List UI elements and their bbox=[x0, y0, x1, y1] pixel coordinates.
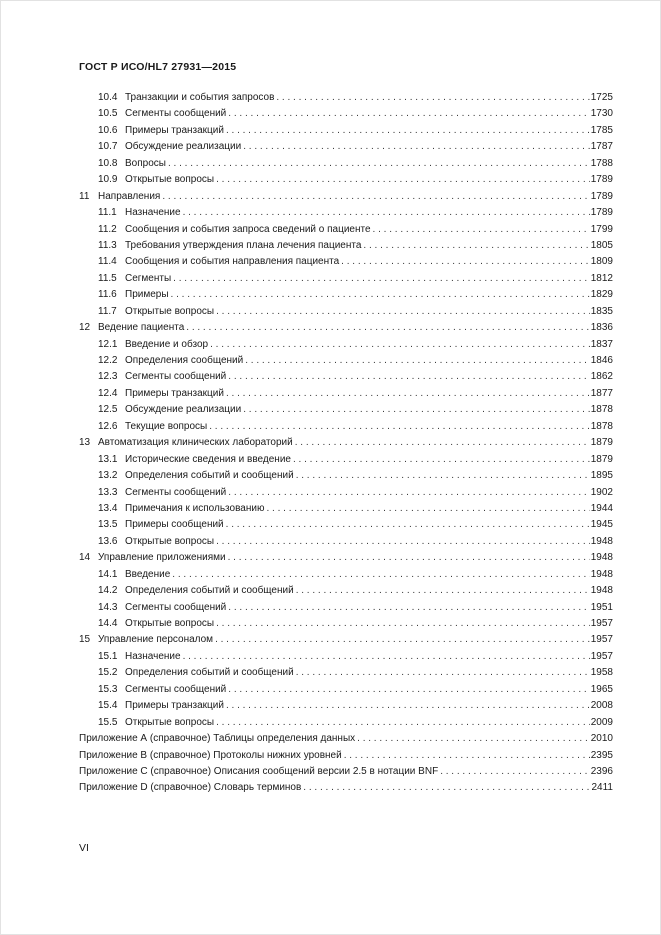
toc-leader-dots bbox=[303, 780, 590, 796]
toc-leader-dots bbox=[373, 222, 590, 238]
toc-leader-dots bbox=[216, 715, 590, 731]
toc-entry-text bbox=[98, 567, 172, 583]
toc-entry-title: Ведение пациента bbox=[98, 322, 185, 334]
toc-entry-text bbox=[98, 468, 296, 484]
toc-leader-dots bbox=[293, 452, 590, 468]
toc-leader-dots bbox=[363, 238, 589, 254]
toc-entry-title: Определения событий и сообщений bbox=[125, 585, 294, 597]
toc-entry-text bbox=[98, 715, 216, 731]
toc-entry-text bbox=[98, 649, 183, 665]
toc-entry-text bbox=[79, 189, 162, 205]
toc-leader-dots bbox=[296, 468, 590, 484]
toc-entry-title: Сегменты сообщений bbox=[125, 371, 227, 383]
toc-entry-number: 14 bbox=[79, 552, 91, 564]
toc-entry[interactable] bbox=[79, 304, 613, 320]
toc-entry-text bbox=[98, 172, 216, 188]
toc-entry-number: 13.1 bbox=[98, 453, 118, 465]
toc-entry-page: 2010 bbox=[590, 733, 613, 745]
toc-entry[interactable] bbox=[79, 435, 613, 451]
toc-entry-number: 11.5 bbox=[98, 272, 117, 284]
toc-entry-title: Требования утверждения плана лечения пациента bbox=[125, 239, 362, 251]
toc-entry-number: 14.1 bbox=[98, 568, 118, 580]
document-header: ГОСТ Р ИСО/HL7 27931—2015 bbox=[79, 61, 237, 73]
toc-entry[interactable] bbox=[79, 780, 613, 796]
toc-entry[interactable] bbox=[79, 649, 613, 665]
toc-entry-page: 1812 bbox=[590, 272, 613, 284]
toc-entry-title: Сегменты bbox=[125, 272, 172, 284]
toc-entry-number: 11.7 bbox=[98, 305, 117, 317]
toc-entry[interactable] bbox=[79, 715, 613, 731]
toc-entry-number: 15.1 bbox=[98, 650, 118, 662]
toc-entry-page: 1846 bbox=[590, 355, 613, 366]
toc-entry[interactable] bbox=[79, 600, 613, 616]
toc-entry-page: 1948 bbox=[590, 585, 613, 597]
toc-entry-number: 11.3 bbox=[98, 239, 117, 251]
toc-leader-dots bbox=[228, 485, 589, 501]
toc-entry[interactable] bbox=[79, 90, 613, 106]
toc-leader-dots bbox=[245, 353, 590, 369]
toc-leader-dots bbox=[341, 254, 590, 270]
toc-entry-page: 1787 bbox=[590, 141, 613, 153]
table-of-contents bbox=[79, 90, 613, 797]
toc-entry-page: 1799 bbox=[590, 223, 613, 235]
toc-entry-number: 15.2 bbox=[98, 667, 118, 679]
toc-entry-page: 2009 bbox=[590, 716, 613, 728]
toc-entry-title: Исторические сведения и введение bbox=[125, 453, 291, 465]
toc-entry-text bbox=[98, 353, 245, 369]
toc-entry-title: Примеры транзакций bbox=[125, 124, 224, 136]
toc-entry-number: 11 bbox=[79, 190, 90, 202]
toc-entry-number: 10.7 bbox=[98, 141, 118, 153]
page-number: VI bbox=[79, 842, 89, 854]
toc-entry-page: 1836 bbox=[590, 322, 613, 334]
toc-entry-title: Приложение D (справочное) Словарь терминов bbox=[79, 782, 302, 794]
toc-entry-title: Назначение bbox=[125, 650, 181, 662]
toc-entry-number: 14.4 bbox=[98, 618, 118, 629]
toc-entry-number: 10.6 bbox=[98, 124, 118, 136]
toc-entry-page: 1862 bbox=[590, 371, 613, 383]
toc-entry-number: 12.2 bbox=[98, 355, 118, 366]
toc-entry-number: 12.1 bbox=[98, 338, 118, 350]
toc-entry-title: Назначение bbox=[125, 207, 181, 219]
toc-entry-page: 1878 bbox=[590, 420, 613, 432]
toc-entry-page: 1948 bbox=[590, 568, 613, 580]
toc-entry-page: 1948 bbox=[590, 535, 613, 547]
toc-entry-text bbox=[98, 534, 216, 550]
toc-entry-title: Введение и обзор bbox=[125, 338, 209, 350]
toc-entry-page: 1965 bbox=[590, 683, 613, 695]
toc-entry-title: Примечания к использованию bbox=[125, 502, 265, 514]
toc-leader-dots bbox=[226, 698, 590, 714]
toc-entry-title: Примеры сообщений bbox=[125, 519, 224, 531]
toc-entry-page: 1957 bbox=[590, 618, 613, 629]
toc-entry-title: Обсуждение реализации bbox=[125, 141, 242, 153]
toc-entry-title: Примеры транзакций bbox=[125, 700, 224, 712]
toc-entry-title: Сообщения и события направления пациента bbox=[125, 256, 340, 268]
toc-entry-number: 12.5 bbox=[98, 404, 118, 416]
toc-entry-number: 12 bbox=[79, 322, 91, 334]
toc-entry-text bbox=[98, 501, 266, 517]
toc-entry[interactable] bbox=[79, 468, 613, 484]
toc-entry-title: Определения событий и сообщений bbox=[125, 667, 294, 679]
toc-entry[interactable] bbox=[79, 731, 613, 747]
toc-entry-page: 2396 bbox=[590, 765, 613, 777]
toc-entry-title: Сегменты сообщений bbox=[125, 601, 227, 613]
toc-entry-page: 2395 bbox=[590, 749, 613, 761]
toc-entry-page: 1902 bbox=[590, 486, 613, 498]
toc-entry-page: 1805 bbox=[590, 239, 613, 251]
toc-entry-title: Управление приложениями bbox=[98, 552, 226, 564]
toc-entry-title: Примеры транзакций bbox=[125, 387, 224, 399]
toc-entry[interactable] bbox=[79, 485, 613, 501]
toc-entry[interactable] bbox=[79, 616, 613, 632]
toc-entry-title: Определения сообщений bbox=[125, 355, 244, 366]
toc-entry-number: 10.4 bbox=[98, 92, 118, 103]
toc-entry-page: 1957 bbox=[590, 650, 613, 662]
toc-entry[interactable] bbox=[79, 254, 613, 270]
toc-leader-dots bbox=[216, 172, 590, 188]
toc-entry-text bbox=[98, 419, 209, 435]
toc-entry-page: 1837 bbox=[590, 338, 613, 350]
toc-entry[interactable] bbox=[79, 172, 613, 188]
toc-entry-text bbox=[98, 254, 341, 270]
toc-entry[interactable] bbox=[79, 287, 613, 303]
toc-entry-text bbox=[98, 106, 228, 122]
toc-entry-page: 1809 bbox=[590, 256, 613, 268]
toc-entry-title: Направления bbox=[98, 190, 161, 202]
toc-entry-number: 13.5 bbox=[98, 519, 118, 531]
toc-leader-dots bbox=[216, 534, 590, 550]
toc-entry-number: 15.4 bbox=[98, 700, 118, 712]
toc-entry-page: 1945 bbox=[590, 519, 613, 531]
toc-entry-text bbox=[98, 600, 228, 616]
toc-entry-text bbox=[98, 616, 216, 632]
toc-entry-text bbox=[98, 156, 168, 172]
toc-leader-dots bbox=[183, 205, 590, 221]
toc-entry-number: 14.2 bbox=[98, 585, 118, 597]
toc-entry[interactable] bbox=[79, 238, 613, 254]
toc-entry-page: 1789 bbox=[590, 190, 613, 202]
toc-entry-number: 10.8 bbox=[98, 157, 118, 169]
toc-leader-dots bbox=[210, 337, 590, 353]
toc-entry[interactable] bbox=[79, 550, 613, 566]
toc-leader-dots bbox=[357, 731, 590, 747]
toc-leader-dots bbox=[216, 616, 590, 632]
toc-entry-title: Транзакции и события запросов bbox=[125, 92, 275, 103]
toc-leader-dots bbox=[228, 369, 589, 385]
toc-entry-number: 11.6 bbox=[98, 289, 117, 301]
toc-entry-text bbox=[98, 485, 228, 501]
toc-entry-title: Открытые вопросы bbox=[125, 174, 215, 186]
toc-entry-page: 1877 bbox=[590, 387, 613, 399]
toc-entry-number: 12.3 bbox=[98, 371, 118, 383]
toc-entry-text bbox=[79, 550, 228, 566]
toc-entry[interactable] bbox=[79, 534, 613, 550]
toc-entry-number: 15 bbox=[79, 634, 91, 646]
toc-entry-text bbox=[98, 517, 226, 533]
toc-entry[interactable] bbox=[79, 123, 613, 139]
toc-entry-text bbox=[79, 731, 357, 747]
toc-entry-title: Введение bbox=[125, 568, 171, 580]
toc-entry[interactable] bbox=[79, 106, 613, 122]
toc-entry-number: 10.9 bbox=[98, 174, 118, 186]
toc-entry-text bbox=[98, 271, 173, 287]
toc-entry[interactable] bbox=[79, 222, 613, 238]
toc-entry-text bbox=[98, 386, 226, 402]
toc-entry-number: 13.4 bbox=[98, 502, 118, 514]
toc-leader-dots bbox=[228, 550, 590, 566]
toc-entry[interactable] bbox=[79, 369, 613, 385]
toc-entry-title: Обсуждение реализации bbox=[125, 404, 242, 416]
toc-entry-number: 15.5 bbox=[98, 716, 118, 728]
toc-entry[interactable] bbox=[79, 583, 613, 599]
toc-entry-number: 13.6 bbox=[98, 535, 118, 547]
toc-leader-dots bbox=[295, 435, 590, 451]
toc-entry[interactable] bbox=[79, 271, 613, 287]
toc-entry[interactable] bbox=[79, 156, 613, 172]
toc-entry-page: 1879 bbox=[590, 437, 613, 449]
toc-entry-page: 1944 bbox=[590, 502, 613, 514]
toc-entry-title: Сегменты сообщений bbox=[125, 108, 227, 120]
toc-entry[interactable] bbox=[79, 139, 613, 155]
toc-entry-title: Открытые вопросы bbox=[125, 305, 215, 317]
toc-entry-number: 11.2 bbox=[98, 223, 117, 235]
toc-entry-page: 1789 bbox=[590, 174, 613, 186]
toc-entry-page: 1948 bbox=[590, 552, 613, 564]
toc-entry-number: 14.3 bbox=[98, 601, 118, 613]
toc-entry-page: 1957 bbox=[590, 634, 613, 646]
toc-entry-title: Открытые вопросы bbox=[125, 618, 215, 629]
toc-leader-dots bbox=[296, 665, 590, 681]
toc-entry[interactable] bbox=[79, 205, 613, 221]
toc-entry-page: 1785 bbox=[590, 124, 613, 136]
toc-entry-text bbox=[98, 304, 216, 320]
toc-leader-dots bbox=[266, 501, 589, 517]
toc-entry[interactable] bbox=[79, 764, 613, 780]
toc-entry-text bbox=[98, 90, 276, 106]
toc-entry-title: Автоматизация клинических лабораторий bbox=[98, 437, 293, 449]
toc-entry-text bbox=[79, 435, 295, 451]
toc-leader-dots bbox=[296, 583, 590, 599]
toc-leader-dots bbox=[168, 156, 590, 172]
toc-entry[interactable] bbox=[79, 748, 613, 764]
toc-entry-title: Приложение С (справочное) Описания сообщений версии 2.5 в нотации BNF bbox=[79, 765, 439, 777]
toc-leader-dots bbox=[226, 517, 590, 533]
toc-entry-text bbox=[98, 402, 243, 418]
toc-entry-text bbox=[98, 682, 228, 698]
toc-entry[interactable] bbox=[79, 665, 613, 681]
toc-entry[interactable] bbox=[79, 337, 613, 353]
toc-entry-page: 2008 bbox=[590, 700, 613, 712]
toc-entry-title: Сегменты сообщений bbox=[125, 486, 227, 498]
toc-leader-dots bbox=[276, 90, 589, 106]
toc-leader-dots bbox=[344, 748, 590, 764]
toc-entry[interactable] bbox=[79, 632, 613, 648]
toc-entry[interactable] bbox=[79, 501, 613, 517]
toc-entry-page: 1878 bbox=[590, 404, 613, 416]
toc-entry-title: Приложение А (справочное) Таблицы определения данных bbox=[79, 733, 356, 745]
toc-entry-title: Сообщения и события запроса сведений о пациенте bbox=[125, 223, 371, 235]
toc-entry-title: Приложение В (справочное) Протоколы нижних уровней bbox=[79, 749, 342, 761]
toc-entry-title: Определения событий и сообщений bbox=[125, 470, 294, 482]
toc-leader-dots bbox=[243, 139, 590, 155]
toc-leader-dots bbox=[226, 386, 590, 402]
toc-entry-text bbox=[98, 139, 243, 155]
toc-entry-text bbox=[79, 320, 186, 336]
toc-entry[interactable] bbox=[79, 419, 613, 435]
toc-entry-text bbox=[98, 369, 228, 385]
toc-leader-dots bbox=[186, 320, 589, 336]
toc-entry-title: Примеры bbox=[125, 289, 169, 301]
toc-entry-page: 1788 bbox=[590, 157, 613, 169]
toc-entry[interactable] bbox=[79, 320, 613, 336]
toc-leader-dots bbox=[172, 567, 589, 583]
toc-entry-page: 1725 bbox=[590, 92, 613, 103]
toc-entry[interactable] bbox=[79, 517, 613, 533]
toc-entry-text bbox=[98, 287, 171, 303]
toc-entry-text bbox=[98, 698, 226, 714]
toc-entry-number: 12.6 bbox=[98, 420, 118, 432]
toc-entry-text bbox=[79, 764, 440, 780]
toc-entry-page: 1958 bbox=[590, 667, 613, 679]
toc-entry[interactable] bbox=[79, 698, 613, 714]
toc-leader-dots bbox=[162, 189, 589, 205]
toc-entry[interactable] bbox=[79, 682, 613, 698]
toc-entry[interactable] bbox=[79, 567, 613, 583]
toc-entry[interactable] bbox=[79, 386, 613, 402]
toc-leader-dots bbox=[171, 287, 590, 303]
toc-entry-text bbox=[98, 222, 373, 238]
toc-entry-text bbox=[98, 337, 210, 353]
toc-entry[interactable] bbox=[79, 353, 613, 369]
toc-entry-number: 11.4 bbox=[98, 256, 117, 268]
toc-leader-dots bbox=[226, 123, 590, 139]
toc-entry[interactable] bbox=[79, 402, 613, 418]
toc-entry-page: 1730 bbox=[590, 108, 613, 120]
toc-entry-page: 1951 bbox=[590, 601, 613, 613]
toc-entry-title: Вопросы bbox=[125, 157, 166, 169]
toc-entry[interactable] bbox=[79, 189, 613, 205]
toc-entry-page: 1835 bbox=[590, 305, 613, 317]
toc-entry-title: Открытые вопросы bbox=[125, 716, 215, 728]
toc-leader-dots bbox=[440, 764, 590, 780]
toc-entry-number: 13 bbox=[79, 437, 91, 449]
toc-entry-title: Текущие вопросы bbox=[125, 420, 208, 432]
toc-leader-dots bbox=[216, 304, 590, 320]
toc-entry-text bbox=[98, 238, 363, 254]
toc-entry-title: Управление персоналом bbox=[98, 634, 214, 646]
toc-leader-dots bbox=[228, 106, 589, 122]
toc-entry-number: 11.1 bbox=[98, 207, 117, 219]
toc-entry-page: 2411 bbox=[591, 782, 613, 794]
toc-entry-page: 1895 bbox=[590, 470, 613, 482]
toc-leader-dots bbox=[183, 649, 590, 665]
toc-entry-text bbox=[79, 780, 303, 796]
toc-entry-number: 15.3 bbox=[98, 683, 118, 695]
toc-entry-text bbox=[98, 452, 293, 468]
toc-entry-number: 13.3 bbox=[98, 486, 118, 498]
toc-leader-dots bbox=[215, 632, 590, 648]
toc-leader-dots bbox=[209, 419, 590, 435]
toc-leader-dots bbox=[243, 402, 590, 418]
toc-leader-dots bbox=[228, 682, 589, 698]
toc-entry-text bbox=[98, 583, 296, 599]
toc-entry-title: Сегменты сообщений bbox=[125, 683, 227, 695]
toc-leader-dots bbox=[228, 600, 589, 616]
toc-entry-page: 1829 bbox=[590, 289, 613, 301]
toc-entry-title: Открытые вопросы bbox=[125, 535, 215, 547]
toc-entry-page: 1789 bbox=[590, 207, 613, 219]
toc-entry-text bbox=[98, 665, 296, 681]
toc-entry-number: 13.2 bbox=[98, 470, 118, 482]
toc-entry-text bbox=[98, 123, 226, 139]
toc-entry-text bbox=[98, 205, 183, 221]
toc-entry[interactable] bbox=[79, 452, 613, 468]
toc-entry-text bbox=[79, 748, 344, 764]
toc-entry-text bbox=[79, 632, 215, 648]
toc-entry-page: 1879 bbox=[590, 453, 613, 465]
toc-entry-number: 12.4 bbox=[98, 387, 118, 399]
toc-entry-number: 10.5 bbox=[98, 108, 118, 120]
toc-leader-dots bbox=[173, 271, 590, 287]
